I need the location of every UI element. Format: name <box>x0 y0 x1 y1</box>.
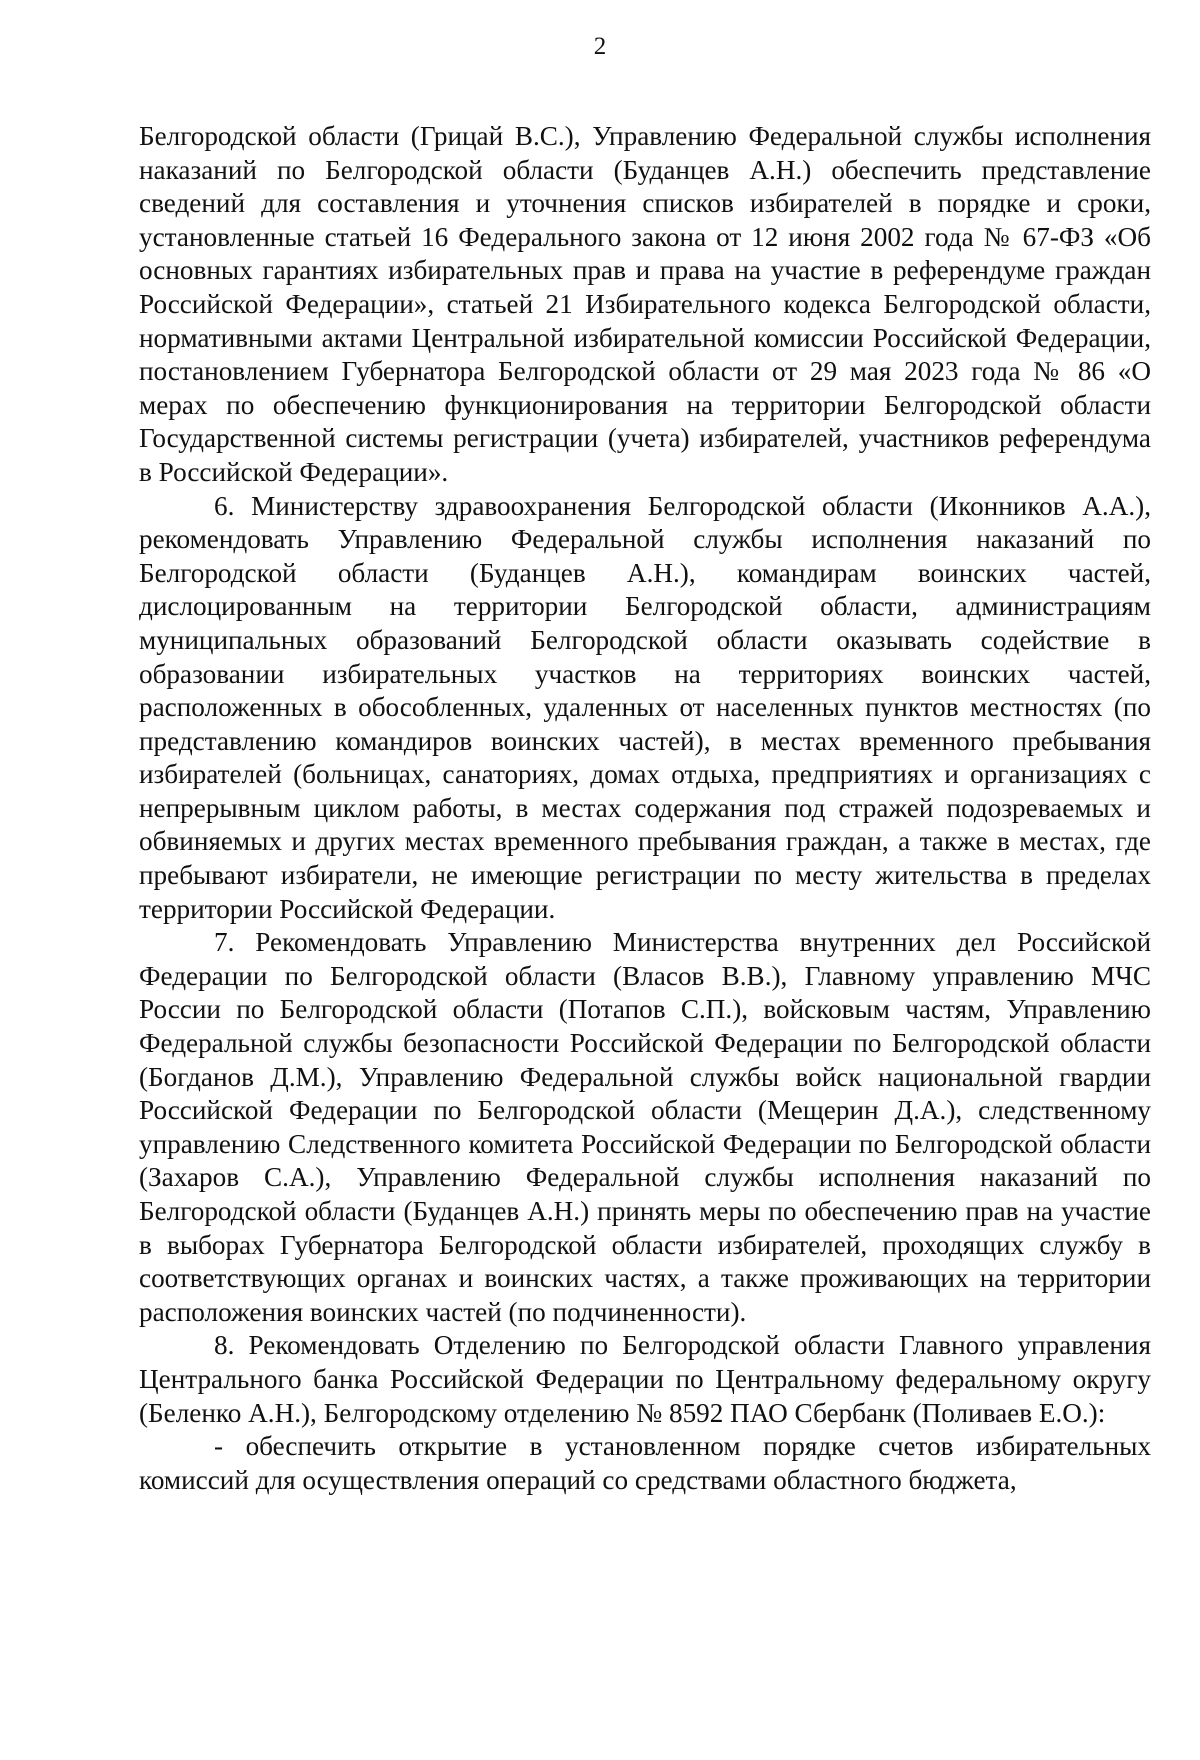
paragraph-item-8: 8. Рекомендовать Отделению по Белгородской области Главного управления Центрального банка Российской Федерации по Центральному федеральному округу (Беленко А.Н.), Белгородскому отделению № 8592 ПАО Сбербанк (Поливаев Е.О.): <box>139 1330 1151 1428</box>
paragraph-item-6: 6. Министерству здравоохранения Белгородской области (Иконников А.А.), рекомендовать Управлению Федеральной службы исполнения наказаний по Белгородской области (Буданцев А.Н.), командирам воинских частей, дислоцированным на территории Белгородской области, администрациям муниципальных образований Белгородской области оказывать содействие в образовании избирательных участков на территориях воинских частей, расположенных в обособленных, удаленных от населенных пунктов местностях (по представлению командиров воинских частей), в местах временного пребывания избирателей (больницах, санаториях, домах отдыха, предприятиях и организациях с непрерывным циклом работы, в местах содержания под стражей подозреваемых и обвиняемых и других местах временного пребывания граждан, а также в местах, где пребывают избиратели, не имеющие регистрации по месту жительства в пределах территории Российской Федерации. <box>139 490 1151 924</box>
paragraph-item-7: 7. Рекомендовать Управлению Министерства внутренних дел Российской Федерации по Белгородской области (Власов В.В.), Главному управлению МЧС России по Белгородской области (Потапов С.П.), войсковым частям, Управлению Федеральной службы безопасности Российской Федерации по Белгородской области (Богданов Д.М.), Управлению Федеральной службы войск национальной гвардии Российской Федерации по Белгородской области (Мещерин Д.А.), следственному управлению Следственного комитета Российской Федерации по Белгородской области (Захаров С.А.), Управлению Федеральной службы исполнения наказаний по Белгородской области (Буданцев А.Н.) принять меры по обеспечению прав на участие в выборах Губернатора Белгородской области избирателей, проходящих службу в соответствующих органах и воинских частях, а также проживающих на территории расположения воинских частей (по подчиненности). <box>139 927 1151 1327</box>
page-number: 2 <box>593 33 607 60</box>
document-body <box>139 120 1151 1497</box>
paragraph-continuation: Белгородской области (Грицай В.С.), Управлению Федеральной службы исполнения наказаний по Белгородской области (Буданцев А.Н.) обеспечить представление сведений для составления и уточнения списков избирателей в порядке и сроки, установленные статьей 16 Федерального закона от 12 июня 2002 года № 67-ФЗ «Об основных гарантиях избирательных прав и права на участие в референдуме граждан Российской Федерации», статьей 21 Избирательного кодекса Белгородской области, нормативными актами Центральной избирательной комиссии Российской Федерации, постановлением Губернатора Белгородской области от 29 мая 2023 года № 86 «О мерах по обеспечению функционирования на территории Белгородской области Государственной системы регистрации (учета) избирателей, участников референдума в Российской Федерации». <box>139 121 1151 487</box>
paragraph-item-8-subitem: - обеспечить открытие в установленном порядке счетов избирательных комиссий для осуществления операций со средствами областного бюджета, <box>139 1431 1151 1495</box>
